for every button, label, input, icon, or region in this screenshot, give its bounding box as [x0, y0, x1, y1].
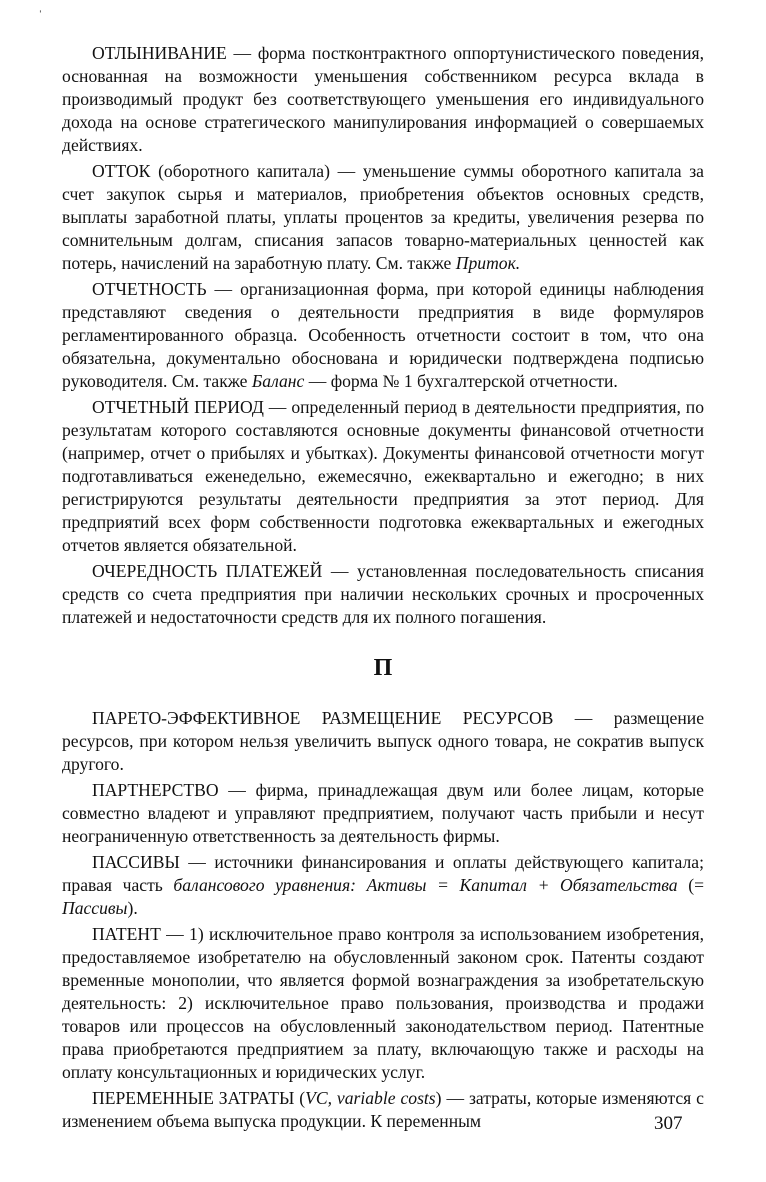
entry-otchetnost-text: ОТЧЕТНОСТЬ — организационная форма, при которой единицы наблюдения представляют сведения о деятельности предприятия в виде формуляров регламентированного образца. Особенность отчетности состоит в том, что она обязательна, документально обоснована и юридически подтверждена подписью руководителя. См. также — [62, 279, 704, 391]
entry-otchetnyi-period: ОТЧЕТНЫЙ ПЕРИОД — определенный период в деятельности предприятия, по результатам которого составляются основные документы финансовой отчетности (например, отчет о прибылях и убытках). Документы финансовой отчетности могут подготавливаться еженедельно, ежемесячно, ежеквартально и ежегодно; в них регистрируются результаты деятельности предприятия за этот период. Для предприятий всех форм собственности подготовка ежеквартальных и ежегодных отчетов является обязательной. — [62, 397, 704, 555]
entry-peremennye-abbr: VC, variable costs — [305, 1088, 436, 1108]
entry-otchetnost — [62, 278, 704, 393]
entry-passivy — [62, 851, 704, 920]
entry-pareto: ПАРЕТО-ЭФФЕКТИВНОЕ РАЗМЕЩЕНИЕ РЕСУРСОВ — размещение ресурсов, при котором нельзя увеличить выпуск одного товара, не сократив выпуск другого. — [62, 708, 704, 774]
entry-patent: ПАТЕНТ — 1) исключительное право контроля за использованием изобретения, предоставляемое изобретателю на обусловленный законом срок. Патенты создают временные монополии, что является формой вознаграждения за изобретательскую деятельность: 2) исключительное право пользования, производства и продажи товаров или процессов на обусловленный законодательством период. Патентные права приобретаются предприятием за плату, включающую также и расходы на оплату консультационных и юридических услуг. — [62, 924, 704, 1082]
entry-otchetnost-xref: Баланс — [251, 371, 305, 391]
entry-passivy-text: ПАССИВЫ — источники финансирования и оплаты действующего капитала; правая часть — [62, 852, 704, 895]
entry-peremennye-text: ПЕРЕМЕННЫЕ ЗАТРАТЫ ( — [92, 1088, 306, 1108]
entry-otlynivanie: ОТЛЫНИВАНИЕ — форма постконтрактного оппортунистического поведения, основанная на возможности уменьшения собственником ресурса вклада в производимый продукт без соответствующего уменьшения его индивидуального дохода на основе стратегического манипулирования информацией о совершаемых действиях. — [62, 43, 704, 155]
section-letter-heading: П — [373, 655, 393, 681]
entry-ottok-xref: Приток. — [455, 253, 521, 273]
corner-mark: ˈ — [38, 9, 43, 24]
entry-ocherednost: ОЧЕРЕДНОСТЬ ПЛАТЕЖЕЙ — установленная последовательность списания средств со счета предприятия при наличии нескольких срочных и просроченных платежей и недостаточности средств для их полного погашения. — [62, 561, 704, 627]
text-column — [62, 42, 704, 1136]
entry-peremennye — [62, 1087, 704, 1133]
entry-ottok — [62, 160, 704, 275]
entry-passivy-formula: балансового уравнения: Активы = Капитал + Обязательства — [173, 875, 678, 895]
entry-passivy-xref: Пассивы — [62, 898, 128, 918]
page-number: 307 — [654, 1113, 683, 1134]
entry-passivy-tail: ). — [127, 898, 138, 918]
entry-passivy-mid: (= — [677, 875, 704, 895]
entry-partnerstvo: ПАРТНЕРСТВО — фирма, принадлежащая двум или более лицам, которые совместно владеют и управляют предприятием, получают часть прибыли и несут неограниченную ответственность за деятельность фирмы. — [62, 780, 704, 846]
entry-peremennye-tail: ) — затраты, которые изменяются с изменением объема выпуска продукции. К переменным — [62, 1088, 704, 1131]
entry-ottok-text: ОТТОК (оборотного капитала) — уменьшение суммы оборотного капитала за счет закупок сырья и материалов, приобретения объектов основных средств, выплаты заработной платы, уплаты процентов за кредиты, увеличения резерва по сомнительным долгам, списания запасов товарно-материальных ценностей как потерь, начислений на заработную плату. См. также — [62, 161, 704, 273]
entry-otchetnost-tail: — форма № 1 бухгалтерской отчетности. — [304, 371, 618, 391]
